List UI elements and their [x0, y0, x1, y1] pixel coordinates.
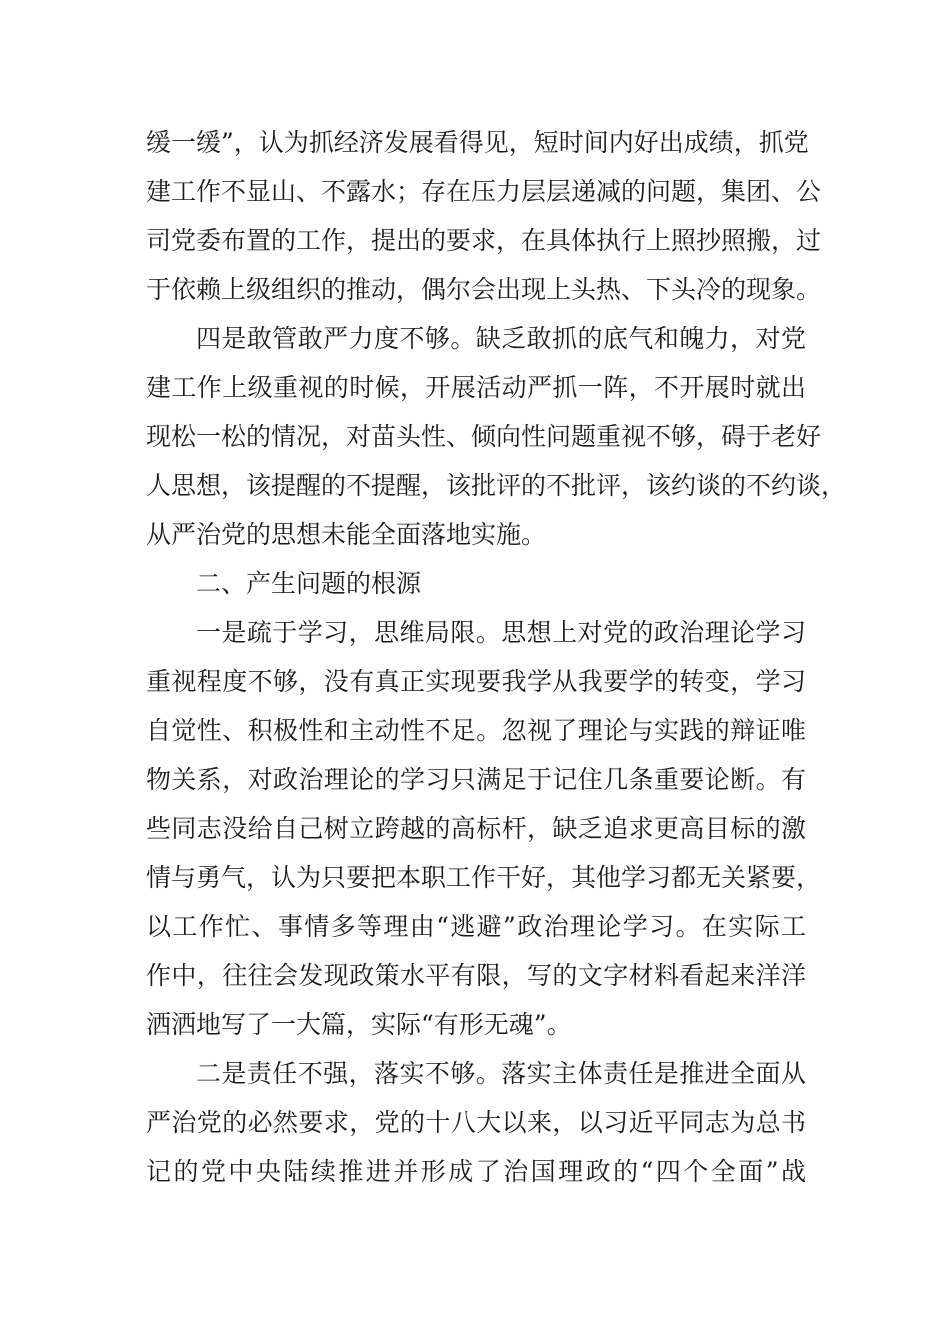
text-line: 于依赖上级组织的推动，偶尔会出现上头热、下头冷的现象。 — [146, 275, 822, 304]
paragraph-first-line: 四是敢管敢严力度不够。缺乏敢抓的底气和魄力，对党 — [196, 324, 806, 353]
text-line: 建工作上级重视的时候，开展活动严抓一阵，不开展时就出 — [146, 373, 806, 402]
text-line: 物关系，对政治理论的学习只满足于记住几条重要论断。有 — [146, 765, 806, 794]
text-line: 现松一松的情况，对苗头性、倾向性问题重视不够，碍于老好 — [146, 422, 822, 451]
text-line: 建工作不显山、不露水；存在压力层层递减的问题，集团、公 — [146, 177, 822, 206]
text-line: 洒洒地写了一大篇，实际“有形无魂”。 — [146, 1010, 572, 1039]
paragraph-first-line: 一是疏于学习，思维局限。思想上对党的政治理论学习 — [196, 618, 806, 647]
text-line: 情与勇气，认为只要把本职工作干好，其他学习都无关紧要， — [146, 863, 822, 892]
text-line: 重视程度不够，没有真正实现要我学从我要学的转变，学习 — [146, 667, 806, 696]
text-line: 自觉性、积极性和主动性不足。忽视了理论与实践的辩证唯 — [146, 716, 806, 745]
text-line: 记的党中央陆续推进并形成了治国理政的“四个全面”战 — [146, 1157, 806, 1186]
text-line: 以工作忙、事情多等理由“逃避”政治理论学习。在实际工 — [146, 912, 806, 941]
text-line: 缓一缓”，认为抓经济发展看得见，短时间内好出成绩，抓党 — [146, 128, 809, 157]
section-heading: 二、产生问题的根源 — [196, 569, 422, 598]
text-line: 司党委布置的工作，提出的要求，在具体执行上照抄照搬，过 — [146, 226, 822, 255]
document-body — [146, 118, 847, 1196]
text-line: 严治党的必然要求，党的十八大以来，以习近平同志为总书 — [146, 1108, 806, 1137]
text-line: 些同志没给自己树立跨越的高标杆，缺乏追求更高目标的激 — [146, 814, 806, 843]
text-line: 人思想，该提醒的不提醒，该批评的不批评，该约谈的不约谈， — [146, 471, 847, 500]
paragraph-first-line: 二是责任不强，落实不够。落实主体责任是推进全面从 — [196, 1059, 806, 1088]
text-line: 作中，往往会发现政策水平有限，写的文字材料看起来洋洋 — [146, 961, 806, 990]
text-line: 从严治党的思想未能全面落地实施。 — [146, 520, 547, 549]
